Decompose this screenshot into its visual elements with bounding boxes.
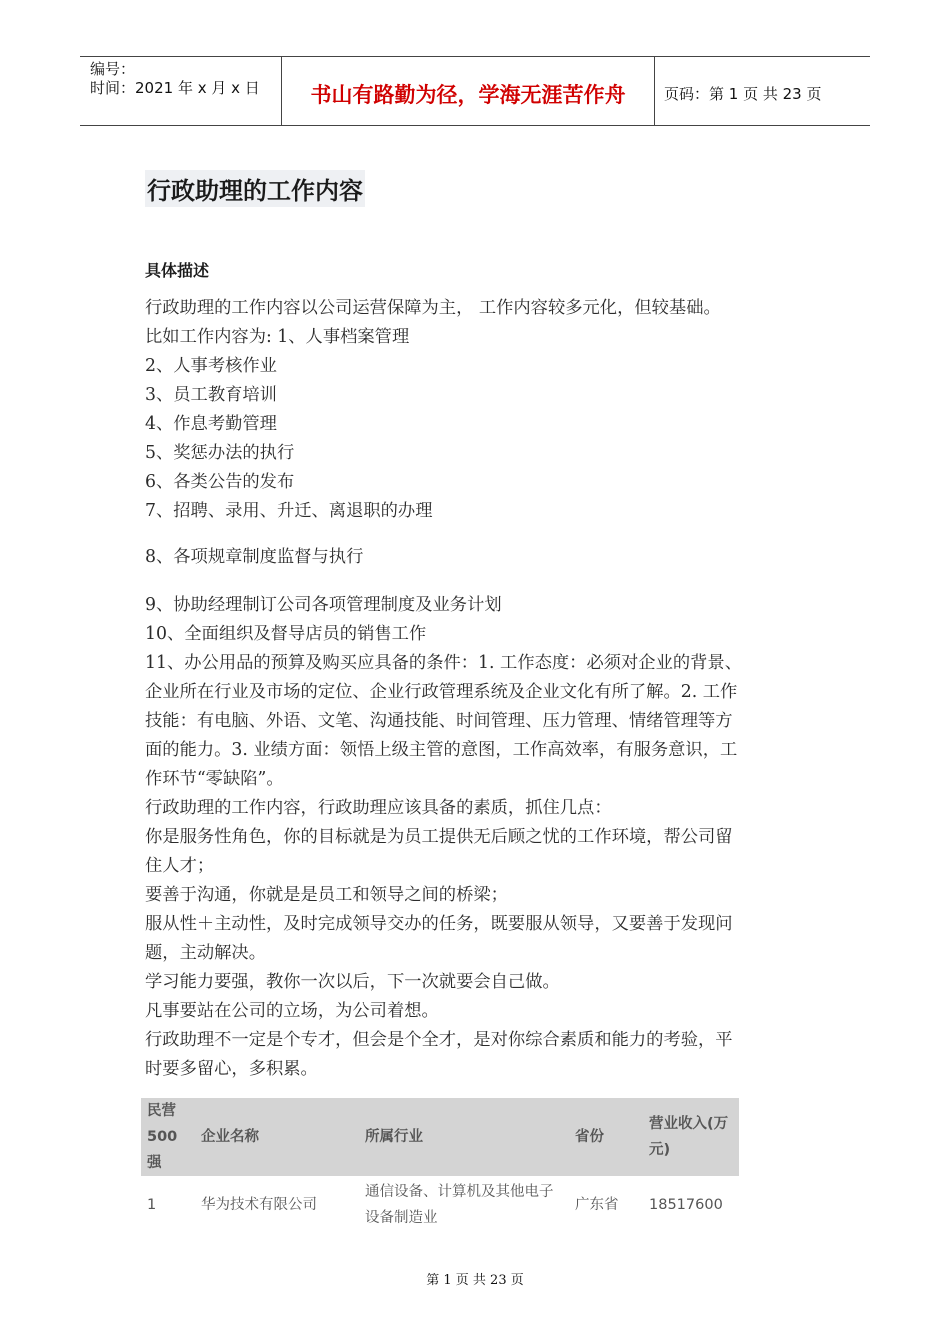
body-line: 行政助理不一定是个专才，但会是个全才，是对你综合素质和能力的考验，平 [145, 1030, 733, 1050]
column-header: 企业名称 [195, 1098, 359, 1176]
enterprise-table [141, 1098, 739, 1234]
body-line: 凡事要站在公司的立场，为公司着想。 [145, 1001, 439, 1021]
body-text [145, 294, 805, 526]
page-header [80, 56, 870, 126]
column-header: 省份 [569, 1098, 643, 1176]
body-line: 比如工作内容为: 1、人事档案管理 [145, 327, 410, 347]
body-line: 5、奖惩办法的执行 [145, 443, 295, 463]
header-motto: 书山有路勤为径，学海无涯苦作舟 [310, 83, 626, 107]
column-header: 民营 500 强 [141, 1098, 195, 1176]
table-cell: 广东省 [575, 1197, 619, 1213]
table-cell: 18517600 [649, 1197, 723, 1213]
column-header: 营业收入(万元) [643, 1098, 739, 1176]
page-footer: 第 1 页 共 23 页 [426, 1273, 524, 1288]
table-cell: 1 [147, 1197, 157, 1213]
header-page-info: 页码：第 1 页 共 23 页 [664, 85, 822, 103]
body-line: 行政助理的工作内容以公司运营保障为主， 工作内容较多元化，但较基础。 [145, 298, 721, 318]
column-header: 所属行业 [359, 1098, 569, 1176]
body-line: 技能：有电脑、外语、文笔、沟通技能、时间管理、压力管理、情绪管理等方 [145, 711, 733, 731]
body-line: 作环节“零缺陷”。 [145, 769, 284, 789]
body-line: 面的能力。3. 业绩方面：领悟上级主管的意图，工作高效率，有服务意识，工 [145, 740, 738, 760]
body-line: 4、作息考勤管理 [145, 414, 277, 434]
body-line: 行政助理的工作内容，行政助理应该具备的素质，抓住几点： [145, 798, 612, 818]
body-line: 3、员工教育培训 [145, 385, 277, 405]
body-line: 11、办公用品的预算及购买应具备的条件：1. 工作态度：必须对企业的背景、 [145, 653, 742, 673]
body-line: 7、招聘、录用、升迁、离退职的办理 [145, 501, 433, 521]
body-line: 时要多留心，多积累。 [145, 1059, 318, 1079]
body-line: 10、全面组织及督导店员的销售工作 [145, 624, 427, 644]
body-line: 6、各类公告的发布 [145, 472, 295, 492]
body-line: 你是服务性角色，你的目标就是为员工提供无后顾之忧的工作环境，帮公司留 [145, 827, 733, 847]
body-line: 要善于沟通，你就是是员工和领导之间的桥梁； [145, 885, 508, 905]
body-line: 住人才； [145, 856, 215, 876]
body-line: 题，主动解决。 [145, 943, 266, 963]
table-header-row [141, 1098, 739, 1176]
body-text [145, 543, 805, 572]
body-line: 9、协助经理制订公司各项管理制度及业务计划 [145, 595, 502, 615]
table-row [141, 1176, 739, 1234]
body-line: 服从性＋主动性，及时完成领导交办的任务，既要服从领导，又要善于发现问 [145, 914, 733, 934]
header-meta [90, 60, 260, 98]
header-divider [654, 57, 655, 125]
body-text [145, 591, 805, 1084]
document-time-label: 时间：2021 年 x 月 x 日 [90, 79, 260, 97]
document-number-label: 编号： [90, 60, 136, 78]
table-cell: 通信设备、计算机及其他电子设备制造业 [365, 1184, 554, 1226]
section-heading: 具体描述 [145, 261, 210, 280]
table-cell: 华为技术有限公司 [201, 1197, 317, 1213]
body-line: 2、人事考核作业 [145, 356, 277, 376]
body-line: 企业所在行业及市场的定位、企业行政管理系统及企业文化有所了解。2. 工作 [145, 682, 738, 702]
document-title: 行政助理的工作内容 [145, 170, 365, 207]
body-line: 8、各项规章制度监督与执行 [145, 547, 364, 567]
body-line: 学习能力要强，教你一次以后，下一次就要会自己做。 [145, 972, 560, 992]
